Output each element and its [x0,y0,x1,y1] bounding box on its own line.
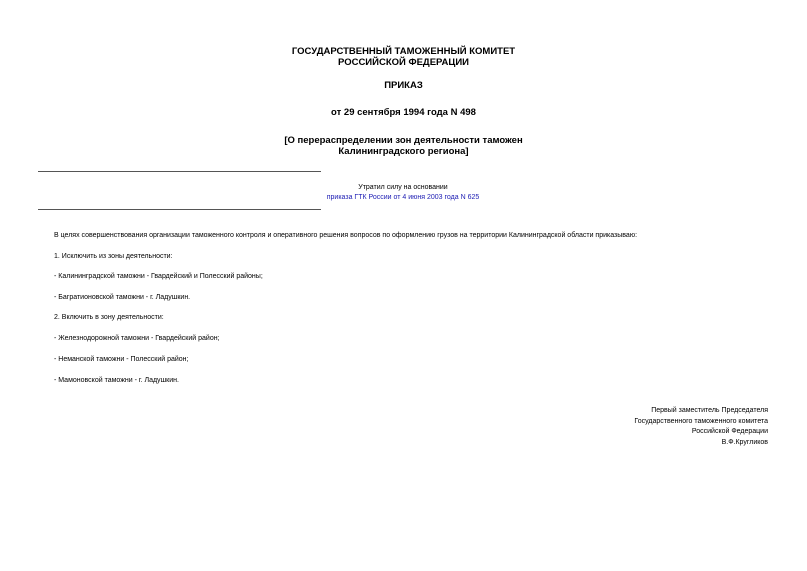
item1-entry-kaliningrad: - Калининградской таможни - Гвардейский и Полесский районы; [54,273,263,280]
signatory-position-line3: Российской Федерации [691,428,768,435]
status-note [300,183,506,203]
signatory-position-line1: Первый заместитель Председателя [651,407,768,414]
status-note-text: Утратил силу на основании [358,184,448,191]
intro-paragraph: В целях совершенствования организации таможенного контроля и оперативного решения вопросов по оформлению грузов на территории Калининградской области приказываю: [54,232,638,239]
organization-name-line1: ГОСУДАРСТВЕННЫЙ ТАМОЖЕННЫЙ КОМИТЕТ [291,46,516,57]
item2-title: 2. Включить в зону деятельности: [54,314,164,321]
item1-title: 1. Исключить из зоны деятельности: [54,253,173,260]
item2-entry-zheleznodorozhnaya: - Железнодорожной таможни - Гвардейский район; [54,335,220,342]
document-subject [0,135,807,157]
organization-name-line2: РОССИЙСКОЙ ФЕДЕРАЦИИ [337,57,469,68]
document-type: ПРИКАЗ [384,80,423,91]
document-date-number: от 29 сентября 1994 года N 498 [331,107,476,118]
divider-top [38,171,321,172]
signatory-position-line2: Государственного таможенного комитета [634,417,768,425]
signature-block [634,406,768,448]
signatory-name: В.Ф.Кругликов [721,438,768,446]
item2-entry-nemanskaya: - Неманской таможни - Полесский район; [54,356,189,363]
document-subject-line2: Калининградского региона] [338,146,469,157]
repeal-order-link[interactable]: приказа ГТК России от 4 июня 2003 года N 625 [326,194,480,201]
document-header-organization [0,46,807,68]
document-subject-line1: [О перераспределении зон деятельности таможен [284,135,523,146]
item1-entry-bagrationovsk: - Багратионовской таможни - г. Ладушкин. [54,294,191,301]
item2-entry-mamonovskaya: - Мамоновской таможни - г. Ладушкин. [54,377,179,384]
divider-bottom [38,209,321,210]
